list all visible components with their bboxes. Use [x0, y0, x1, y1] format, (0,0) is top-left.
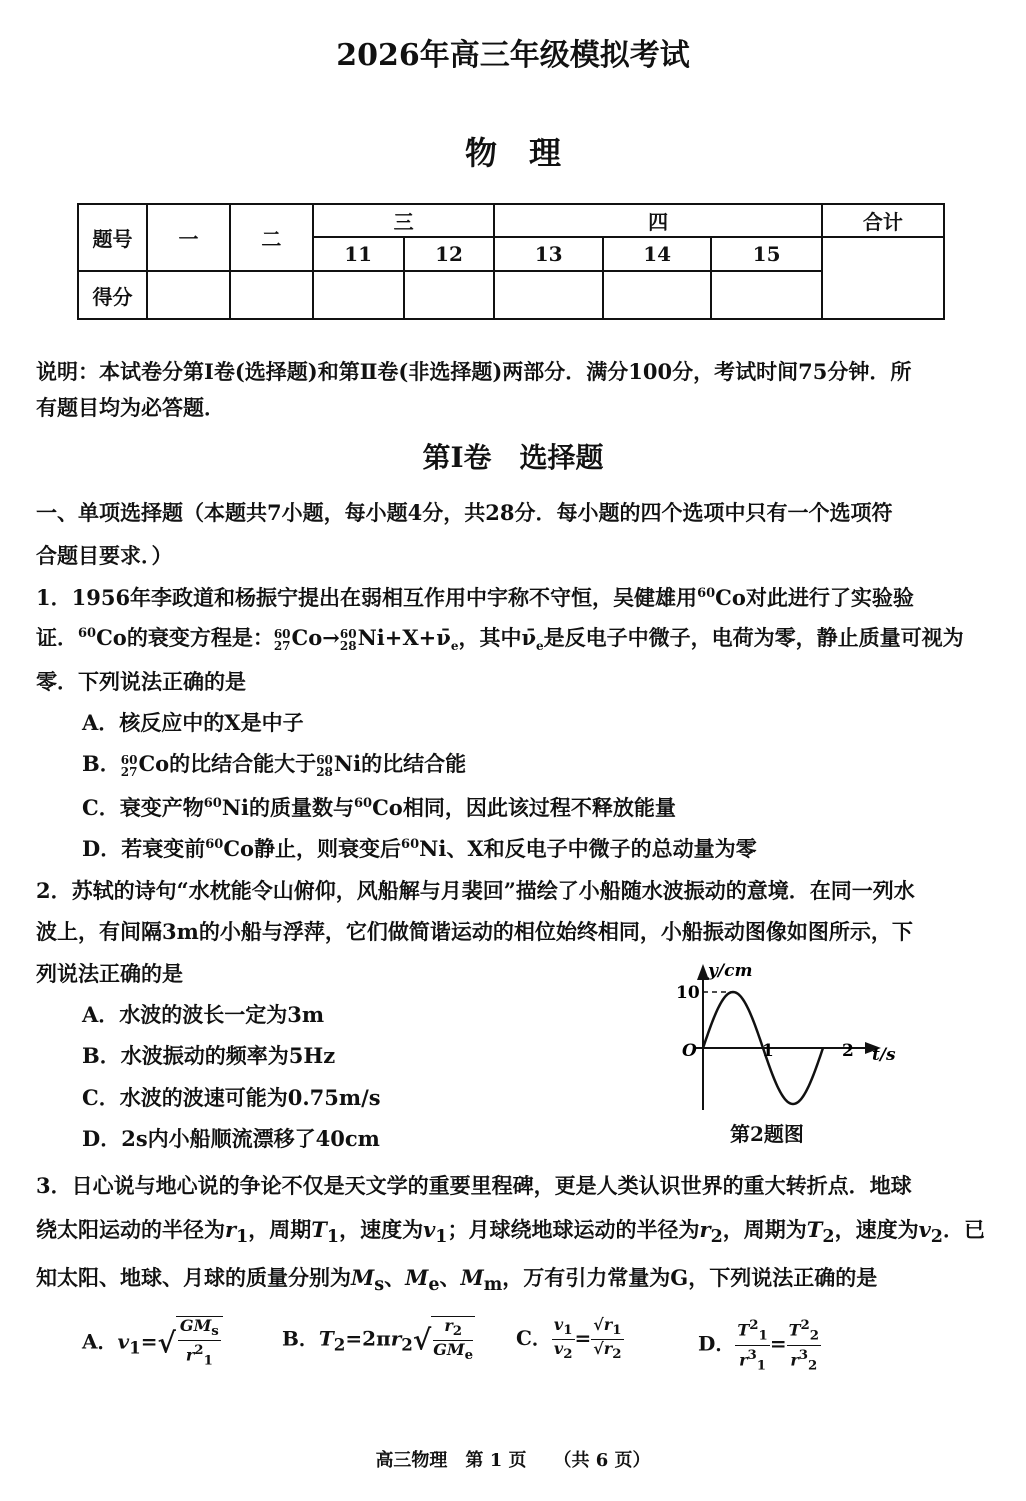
score-cell-total[interactable]: [822, 237, 944, 319]
q3-line3: 知太阳、地球、月球的质量分别为$M_s$、$M_e$、$M_m$，万有引力常量为G，下列说法正确的是: [36, 1265, 878, 1296]
score-table-q11: 11: [313, 237, 404, 271]
section-title: 第Ⅰ卷 选择题: [422, 441, 604, 474]
q2-y-tick-10: 10: [676, 983, 700, 1003]
q2-y-label: y/cm: [708, 962, 753, 981]
score-table-number-label: 题号: [78, 204, 147, 271]
score-cell-q13[interactable]: [494, 271, 602, 319]
q2-line1: 2．苏轼的诗句“水枕能令山俯仰，风船解与月裴回”描绘了小船随水波振动的意境．在同一列水: [36, 878, 915, 903]
score-table-q12: 12: [404, 237, 495, 271]
score-cell-q15[interactable]: [711, 271, 821, 319]
q1-line3: 零．下列说法正确的是: [36, 669, 246, 694]
q2-option-a[interactable]: A．水波的波长一定为3m: [82, 1002, 325, 1027]
score-cell-q14[interactable]: [603, 271, 711, 319]
q3-line1: 3．日心说与地心说的争论不仅是天文学的重要里程碑，更是人类认识世界的重大转折点．地球: [36, 1173, 912, 1198]
part-one-line1: 一、单项选择题（本题共7小题，每小题4分，共28分．每小题的四个选项中只有一个选项符: [36, 500, 893, 525]
q2-x-tick-1: 1: [762, 1041, 774, 1061]
q1-option-c[interactable]: C．衰变产物$^{60}$Ni的质量数与$^{60}$Co相同，因此该过程不释放能量: [82, 795, 676, 820]
q3-line2: 绕太阳运动的半径为$r_1$，周期$T_1$，速度为$v_1$；月球绕地球运动的半径为$r_2$，周期为$T_2$，速度为$v_2$．已: [36, 1217, 985, 1248]
score-table-total: 合计: [822, 204, 944, 237]
score-table-q15: 15: [711, 237, 821, 271]
score-table-part1: 一: [147, 204, 230, 271]
score-table-part3: 三: [313, 204, 495, 237]
q2-figure-caption: 第2题图: [730, 1122, 804, 1146]
q1-option-a[interactable]: A．核反应中的X是中子: [82, 710, 304, 735]
score-table: [77, 203, 945, 320]
score-table-part4: 四: [494, 204, 821, 237]
score-table-score-label: 得分: [78, 271, 147, 319]
q2-line3: 列说法正确的是: [36, 961, 183, 986]
instructions-line2: 有题目均为必答题．: [36, 395, 225, 420]
score-cell-part2[interactable]: [230, 271, 313, 319]
q2-option-c[interactable]: C．水波的波速可能为0.75m/s: [82, 1085, 381, 1110]
q3-option-c[interactable]: C． $\frac{v_1}{v_2}$ = $\frac{√r_1}{√r_2}$: [516, 1315, 622, 1363]
score-cell-q12[interactable]: [404, 271, 495, 319]
q2-x-label: t/s: [872, 1045, 896, 1065]
score-table-q13: 13: [494, 237, 602, 271]
score-cell-part1[interactable]: [147, 271, 230, 319]
score-table-part2: 二: [230, 204, 313, 271]
part-one-line2: 合题目要求．）: [36, 543, 173, 568]
q3-option-d[interactable]: D． $\frac{T^2_1}{r^3_1}$ = $\frac{T^2_2}{r^3_2}$: [698, 1317, 820, 1374]
q3-option-b[interactable]: B．$T_2=2\pi r_2√$ $\frac{r_2}{GM_e}$: [282, 1316, 474, 1364]
page-footer: 高三物理 第 1 页 （共 6 页）: [375, 1450, 651, 1471]
q3-option-a[interactable]: A．$v_1=√$ $\frac{GM_s}{r^2_1}$: [82, 1316, 223, 1370]
score-table-q14: 14: [603, 237, 711, 271]
q2-origin-label: O: [682, 1041, 697, 1061]
q1-line2: 证．$^{60}$Co的衰变方程是： 60 27 Co→ 60 28 $Ni+X+\nū_e$，其中$\nū_e$是反电子中微子，电荷为零，静止质量可视为: [36, 625, 964, 654]
q2-line2: 波上，有间隔3m的小船与浮萍，它们做简谐运动的相位始终相同，小船振动图像如图所示，下: [36, 919, 913, 944]
q1-option-b[interactable]: B． 60 27 Co的比结合能大于 60 28 Ni的比结合能: [82, 751, 467, 779]
instructions-line1: 说明：本试卷分第Ⅰ卷(选择题)和第Ⅱ卷(非选择题)两部分．满分100分，考试时间75分钟．所: [36, 359, 912, 384]
exam-title: 2026年高三年级模拟考试: [336, 38, 690, 73]
q2-option-b[interactable]: B．水波振动的频率为5Hz: [82, 1043, 336, 1068]
q2-x-tick-2: 2: [842, 1041, 854, 1061]
score-cell-q11[interactable]: [313, 271, 404, 319]
q1-option-d[interactable]: D．若衰变前$^{60}$Co静止，则衰变后$^{60}$Ni、X和反电子中微子的总动量为零: [82, 836, 757, 861]
subject-title: 物 理: [464, 134, 561, 172]
q2-option-d[interactable]: D．2s内小船顺流漂移了40cm: [82, 1126, 380, 1151]
q2-oscillation-figure: [668, 962, 908, 1120]
q1-line1: 1．1956年李政道和杨振宁提出在弱相互作用中宇称不守恒，吴健雄用$^{60}$Co对此进行了实验验: [36, 585, 914, 610]
